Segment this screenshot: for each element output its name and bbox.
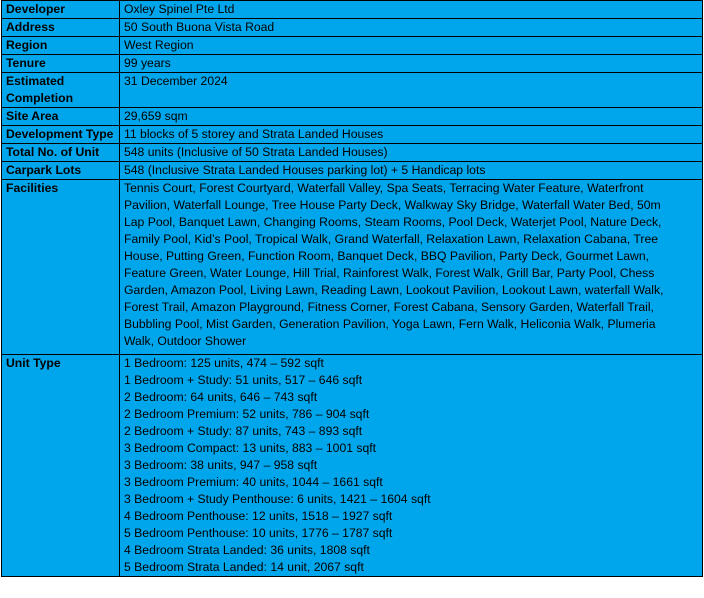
unit-type-line: 4 Bedroom Penthouse: 12 units, 1518 – 1927 sqft: [124, 509, 393, 523]
row-developer: [2, 1, 703, 19]
site-area-value: 29,659 sqm: [120, 108, 703, 126]
unit-type-line: 5 Bedroom Strata Landed: 14 unit, 2067 sqft: [124, 560, 364, 574]
unit-type-label: Unit Type: [2, 355, 120, 577]
unit-type-line: 1 Bedroom + Study: 51 units, 517 – 646 sqft: [124, 373, 363, 387]
facilities-line: House, Putting Green, Function Room, Banquet Deck, BBQ Pavilion, Party Deck, Gourmet Lawn,: [124, 249, 649, 263]
facilities-line: Forest Trail, Amazon Playground, Fitness Corner, Forest Cabana, Sensory Garden, Waterfall Trail,: [124, 300, 654, 314]
row-development-type: [2, 126, 703, 144]
row-region: [2, 37, 703, 55]
facilities-line: Garden, Amazon Pool, Living Lawn, Reading Lawn, Lookout Pavilion, Lookout Lawn, waterfall Walk,: [124, 283, 664, 297]
address-label: Address: [2, 19, 120, 37]
facilities-line: Tennis Court, Forest Courtyard, Waterfall Valley, Spa Seats, Terracing Water Feature, Waterfront: [124, 181, 644, 195]
row-address: [2, 19, 703, 37]
facilities-line: Lap Pool, Banquet Lawn, Changing Rooms, Steam Rooms, Pool Deck, Waterjet Pool, Nature Deck,: [124, 215, 662, 229]
spacer: [124, 350, 698, 354]
row-facilities: [2, 180, 703, 355]
facilities-line: Walk, Outdoor Shower: [124, 334, 247, 348]
row-unit-type: [2, 355, 703, 577]
unit-type-value: [120, 355, 703, 577]
development-type-label: Development Type: [2, 126, 120, 144]
unit-type-line: 2 Bedroom: 64 units, 646 – 743 sqft: [124, 390, 318, 404]
completion-value: 31 December 2024: [120, 73, 703, 108]
tenure-label: Tenure: [2, 55, 120, 73]
completion-label: Estimated Completion: [2, 73, 120, 108]
facilities-line: Bubbling Pool, Mist Garden, Generation Pavilion, Yoga Lawn, Fern Walk, Heliconia Walk, Plumeria: [124, 317, 656, 331]
total-units-label: Total No. of Unit: [2, 144, 120, 162]
developer-label: Developer: [2, 1, 120, 19]
unit-type-line: 1 Bedroom: 125 units, 474 – 592 sqft: [124, 356, 324, 370]
facilities-label: Facilities: [2, 180, 120, 355]
row-site-area: [2, 108, 703, 126]
unit-type-line: 3 Bedroom Compact: 13 units, 883 – 1001 sqft: [124, 441, 377, 455]
row-tenure: [2, 55, 703, 73]
unit-type-line: 2 Bedroom Premium: 52 units, 786 – 904 sqft: [124, 407, 370, 421]
development-type-value: 11 blocks of 5 storey and Strata Landed Houses: [120, 126, 703, 144]
region-value: West Region: [120, 37, 703, 55]
tenure-value: 99 years: [120, 55, 703, 73]
site-area-label: Site Area: [2, 108, 120, 126]
project-details-table: [1, 0, 703, 577]
row-total-units: [2, 144, 703, 162]
unit-type-line: 3 Bedroom: 38 units, 947 – 958 sqft: [124, 458, 318, 472]
row-carpark: [2, 162, 703, 180]
unit-type-line: 5 Bedroom Penthouse: 10 units, 1776 – 1787 sqft: [124, 526, 393, 540]
facilities-line: Feature Green, Water Lounge, Hill Trial, Rainforest Walk, Forest Walk, Grill Bar, Party Pool, Chess: [124, 266, 655, 280]
developer-value: Oxley Spinel Pte Ltd: [120, 1, 703, 19]
unit-type-line: 2 Bedroom + Study: 87 units, 743 – 893 sqft: [124, 424, 363, 438]
carpark-value: 548 (Inclusive Strata Landed Houses parking lot) + 5 Handicap lots: [120, 162, 703, 180]
region-label: Region: [2, 37, 120, 55]
facilities-line: Family Pool, Kid’s Pool, Tropical Walk, Grand Waterfall, Relaxation Lawn, Relaxation Cabana, Tree: [124, 232, 659, 246]
total-units-value: 548 units (Inclusive of 50 Strata Landed Houses): [120, 144, 703, 162]
unit-type-line: 3 Bedroom + Study Penthouse: 6 units, 1421 – 1604 sqft: [124, 492, 431, 506]
unit-type-line: 3 Bedroom Premium: 40 units, 1044 – 1661 sqft: [124, 475, 383, 489]
facilities-line: Pavilion, Waterfall Lounge, Tree House Party Deck, Walkway Sky Bridge, Waterfall Water Bed, 50m: [124, 198, 661, 212]
facilities-value: [120, 180, 703, 355]
address-value: 50 South Buona Vista Road: [120, 19, 703, 37]
unit-type-line: 4 Bedroom Strata Landed: 36 units, 1808 sqft: [124, 543, 370, 557]
row-completion: [2, 73, 703, 108]
carpark-label: Carpark Lots: [2, 162, 120, 180]
